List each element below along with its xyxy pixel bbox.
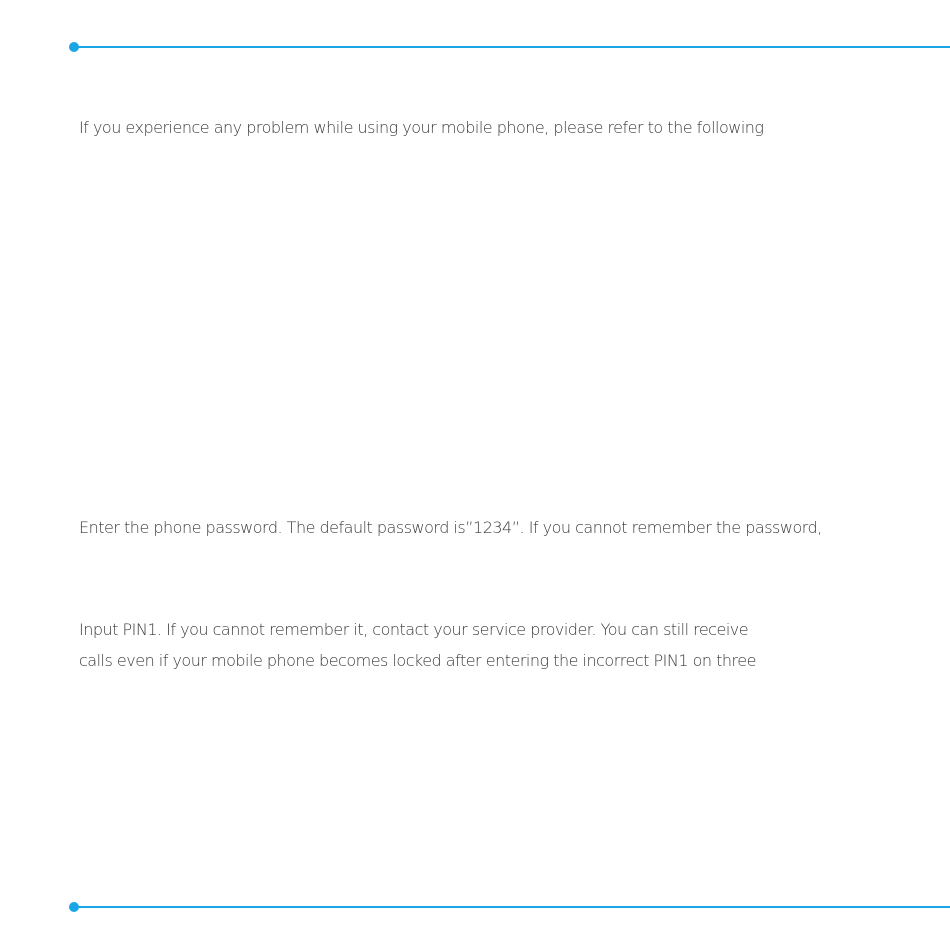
- pin1-paragraph: [79, 614, 756, 676]
- pin1-line: Input PIN1. If you cannot remember it, contact your service provider. You can still receive: [79, 620, 749, 639]
- phone-password-paragraph: Enter the phone password. The default password is”1234”. If you cannot remember the password,: [79, 518, 822, 537]
- top-divider: [74, 46, 950, 48]
- bottom-divider: [74, 906, 950, 908]
- intro-paragraph: If you experience any problem while using your mobile phone, please refer to the following: [79, 118, 764, 137]
- divider-dot-icon: [69, 902, 79, 912]
- divider-dot-icon: [69, 42, 79, 52]
- pin1-line: calls even if your mobile phone becomes locked after entering the incorrect PIN1 on three: [79, 651, 756, 670]
